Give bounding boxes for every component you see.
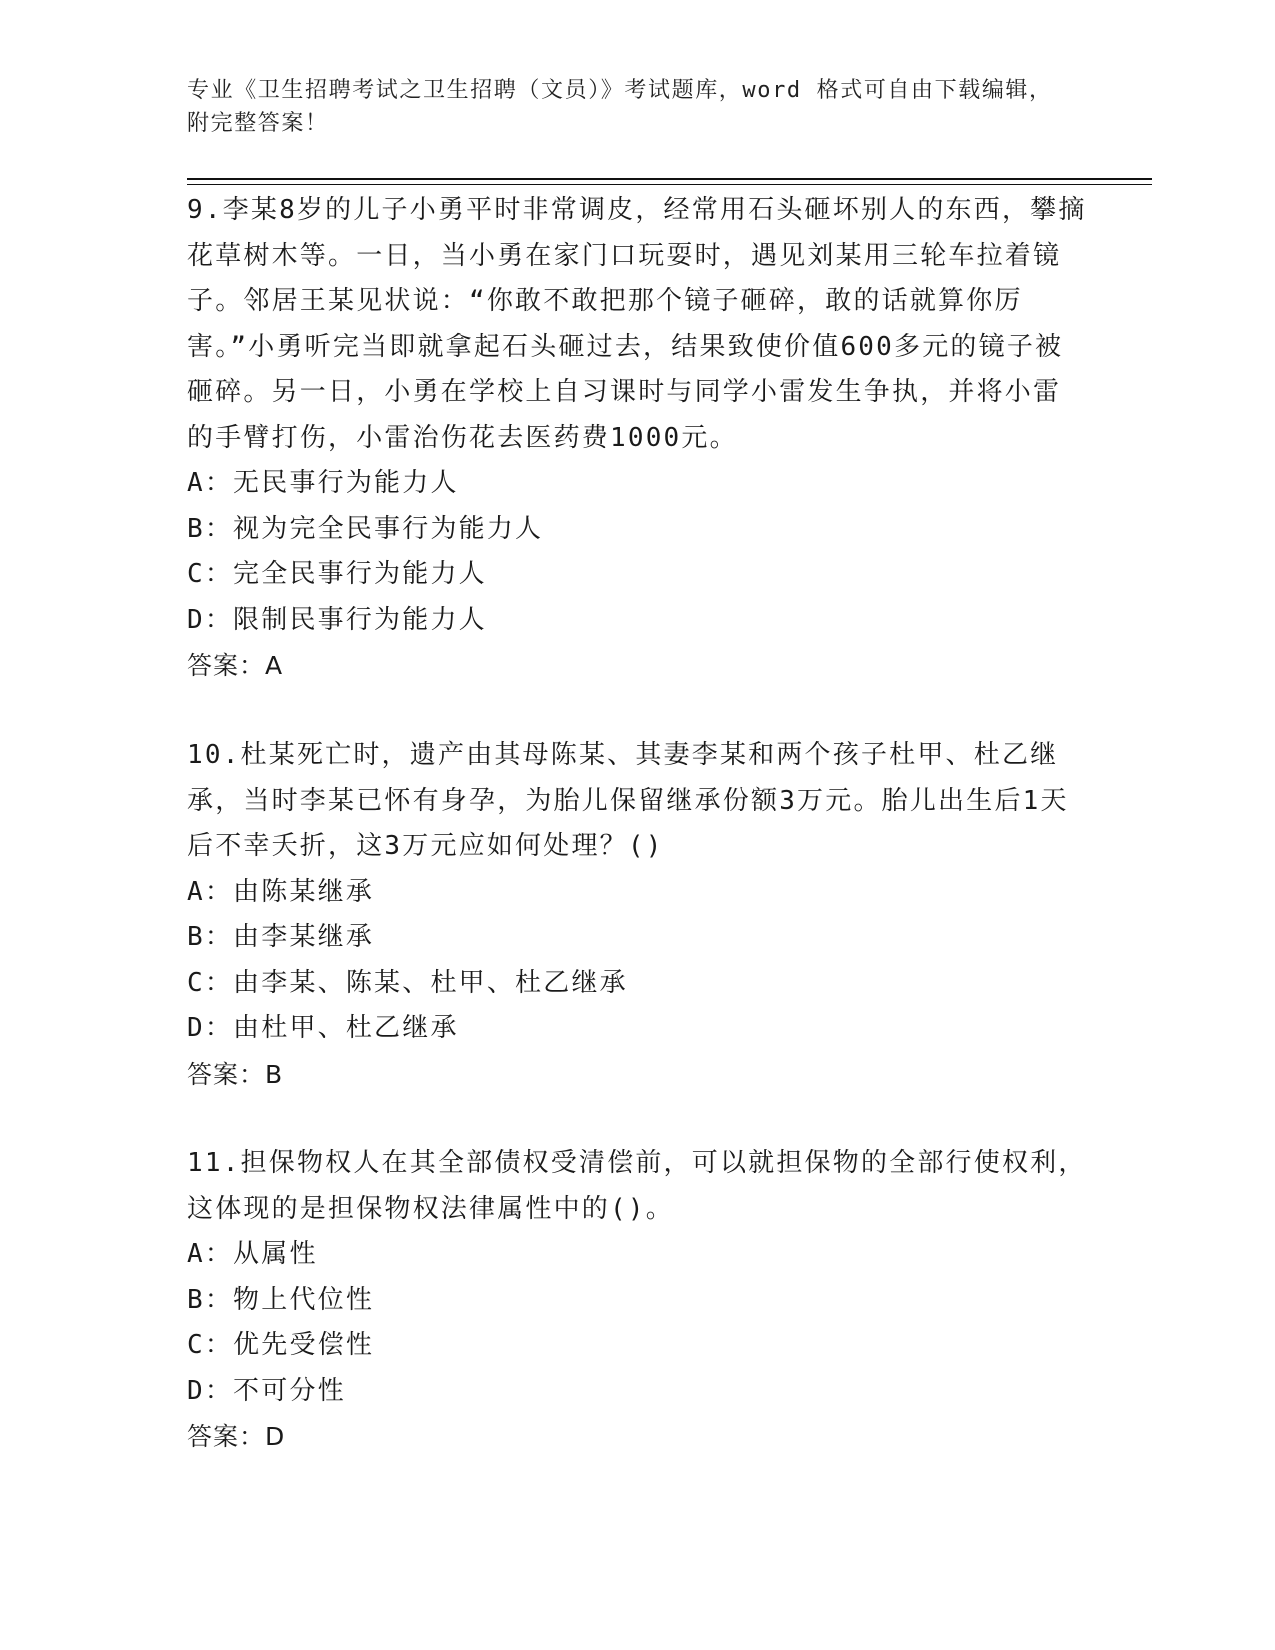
question-stem: 9.李某8岁的儿子小勇平时非常调皮，经常用石头砸坏别人的东西，攀摘花草树木等。一日，当小勇在家门口玩耍时，遇见刘某用三轮车拉着镜子。邻居王某见状说：“你敢不敢把那个镜子砸碎，敢的话就算你厉害。”小勇听完当即就拿起石头砸过去，结果致使价值600多元的镜子被砸碎。另一日，小勇在学校上自习课时与同学小雷发生争执，并将小雷的手臂打伤，小雷治伤花去医药费1000元。	[187, 195, 1087, 453]
answer-line: 答案：B	[187, 1059, 284, 1089]
question-11	[187, 1141, 1087, 1460]
answer-line: 答案：A	[187, 651, 284, 680]
header-divider-thin	[187, 184, 1152, 185]
question-9	[187, 188, 1087, 689]
answer-line: 答案：D	[187, 1422, 286, 1451]
question-stem: 11.担保物权人在其全部债权受清偿前，可以就担保物的全部行使权利，这体现的是担保物权法律属性中的()。	[187, 1148, 1087, 1224]
option-d: D：由杜甲、杜乙继承	[187, 1013, 459, 1043]
option-c: C：优先受偿性	[187, 1330, 375, 1360]
question-10	[187, 733, 1087, 1097]
document-header: 专业《卫生招聘考试之卫生招聘（文员）》考试题库，word 格式可自由下载编辑，附完整答案！	[187, 78, 1053, 136]
option-a: A：由陈某继承	[187, 876, 375, 907]
option-b: B：物上代位性	[187, 1284, 375, 1315]
option-a: A：从属性	[187, 1239, 318, 1269]
header-divider-thick	[187, 178, 1152, 180]
option-c: C：由李某、陈某、杜甲、杜乙继承	[187, 967, 628, 998]
option-d: D：不可分性	[187, 1375, 346, 1406]
option-d: D：限制民事行为能力人	[187, 604, 487, 635]
option-b: B：由李某继承	[187, 922, 375, 952]
option-a: A：无民事行为能力人	[187, 468, 459, 498]
option-c: C：完全民事行为能力人	[187, 559, 487, 589]
question-stem: 10.杜某死亡时，遗产由其母陈某、其妻李某和两个孩子杜甲、杜乙继承，当时李某已怀有身孕，为胎儿保留继承份额3万元。胎儿出生后1天后不幸夭折，这3万元应如何处理？()	[187, 740, 1069, 861]
option-b: B：视为完全民事行为能力人	[187, 513, 544, 544]
